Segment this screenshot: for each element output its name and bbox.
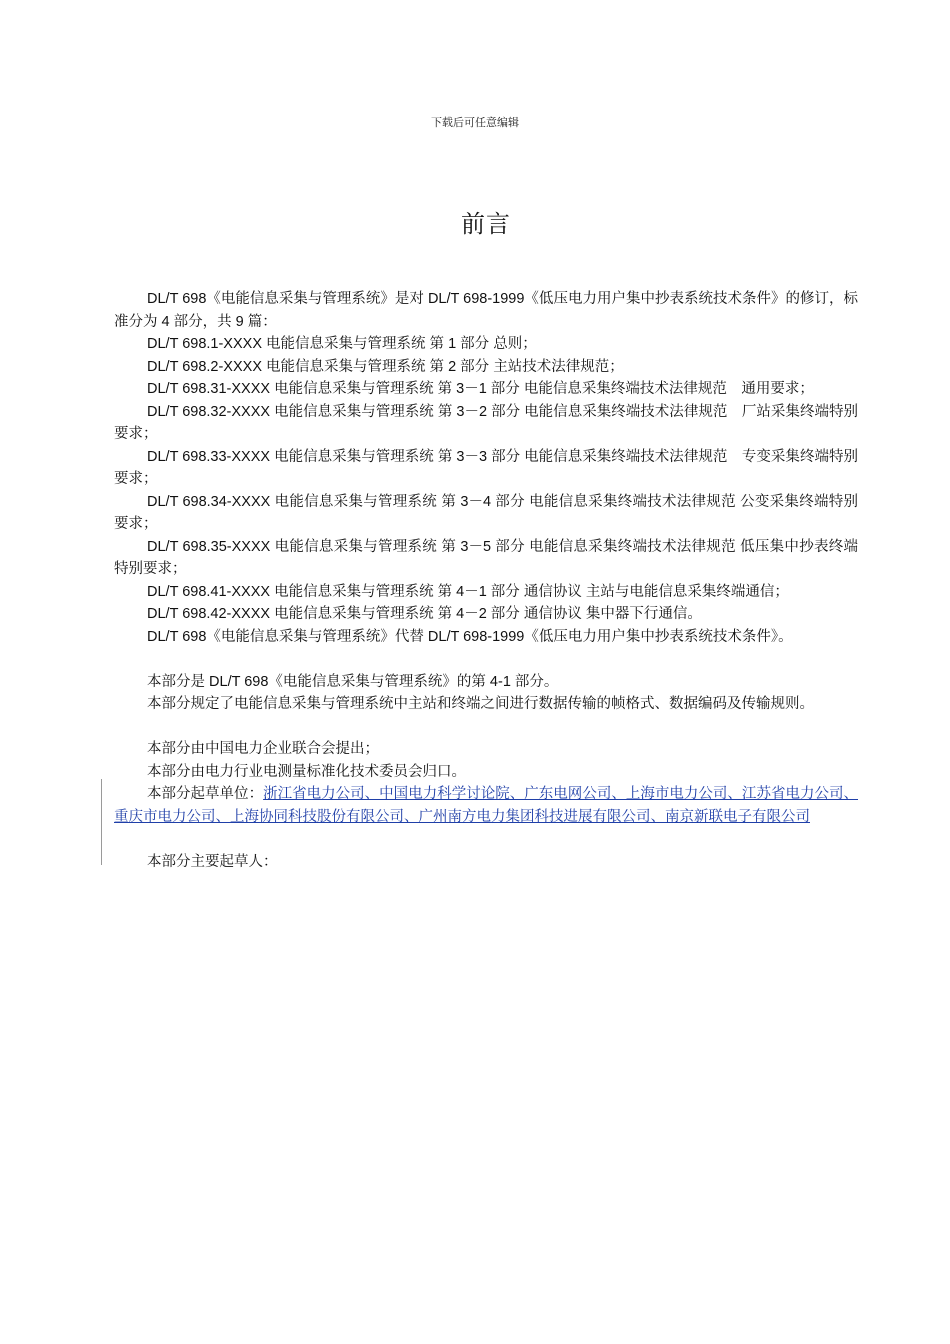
paragraph-part-3-3: DL/T 698.33-XXXX 电能信息采集与管理系统 第 3－3 部分 电能信息采集终端技术法律规范 专变采集终端特别要求； bbox=[114, 448, 858, 487]
paragraph-scope: 本部分规定了电能信息采集与管理系统中主站和终端之间进行数据传输的帧格式、数据编码及传输规则。 bbox=[147, 696, 814, 712]
drafting-units-link[interactable]: 浙江省电力公司、中国电力科学讨论院、广东电网公司、上海市电力公司、江苏省电力公司、重庆市电力公司、上海协同科技股份有限公司、广州南方电力集团科技进展有限公司、南京新联电子有限公司 bbox=[114, 786, 859, 825]
paragraph-part-4-2: DL/T 698.42-XXXX 电能信息采集与管理系统 第 4－2 部分 通信协议 集中器下行通信。 bbox=[147, 606, 702, 622]
paragraph-part-3-2: DL/T 698.32-XXXX 电能信息采集与管理系统 第 3－2 部分 电能信息采集终端技术法律规范 厂站采集终端特别要求； bbox=[114, 403, 858, 442]
foreword-body bbox=[114, 288, 858, 873]
revision-bar bbox=[101, 779, 102, 865]
paragraph-centralized-by: 本部分由电力行业电测量标准化技术委员会归口。 bbox=[147, 763, 466, 780]
paragraph-part-1: DL/T 698.1-XXXX 电能信息采集与管理系统 第 1 部分 总则； bbox=[147, 336, 537, 352]
paragraph-proposed-by: 本部分由中国电力企业联合会提出； bbox=[147, 741, 379, 757]
paragraph-gap bbox=[114, 828, 858, 851]
paragraph-revision-intro: DL/T 698《电能信息采集与管理系统》是对 DL/T 698-1999《低压电力用户集中抄表系统技术条件》的修订，标准分为 4 部分，共 9 篇： bbox=[114, 291, 858, 330]
paragraph-part-3-5: DL/T 698.35-XXXX 电能信息采集与管理系统 第 3－5 部分 电能信息采集终端技术法律规范 低压集中抄表终端特别要求； bbox=[114, 538, 858, 577]
paragraph-gap bbox=[114, 648, 858, 671]
paragraph-part-4-1: DL/T 698.41-XXXX 电能信息采集与管理系统 第 4－1 部分 通信协议 主站与电能信息采集终端通信； bbox=[147, 583, 789, 600]
paragraph-part-3-4: DL/T 698.34-XXXX 电能信息采集与管理系统 第 3－4 部分 电能信息采集终端技术法律规范 公变采集终端特别要求； bbox=[114, 493, 858, 532]
paragraph-replaces: DL/T 698《电能信息采集与管理系统》代替 DL/T 698-1999《低压电力用户集中抄表系统技术条件》。 bbox=[147, 628, 793, 645]
paragraph-gap bbox=[114, 716, 858, 739]
paragraph-part-3-1: DL/T 698.31-XXXX 电能信息采集与管理系统 第 3－1 部分 电能信息采集终端技术法律规范 通用要求； bbox=[147, 381, 814, 397]
paragraph-part-2: DL/T 698.2-XXXX 电能信息采集与管理系统 第 2 部分 主站技术法律规范； bbox=[147, 358, 624, 375]
header-note: 下载后可任意编辑 bbox=[431, 116, 519, 129]
paragraph-this-part: 本部分是 DL/T 698《电能信息采集与管理系统》的第 4-1 部分。 bbox=[147, 673, 559, 690]
page-title: 前言 bbox=[461, 210, 511, 238]
paragraph-main-drafters: 本部分主要起草人： bbox=[147, 853, 278, 870]
drafting-units-label: 本部分起草单位： bbox=[147, 786, 264, 802]
paragraph-drafting-units bbox=[114, 783, 858, 828]
